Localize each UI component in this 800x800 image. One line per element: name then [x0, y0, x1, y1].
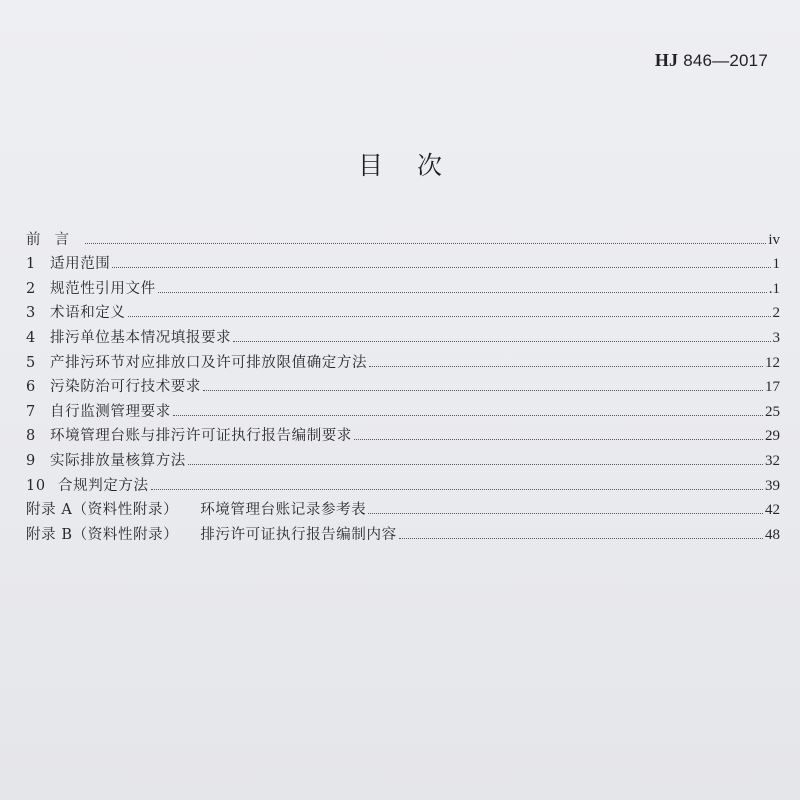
standard-code: 846—2017 [683, 51, 768, 70]
toc-entry-label [26, 424, 352, 445]
toc-entry-label [26, 400, 171, 421]
toc-entry-title: 环境管理台账与排污许可证执行报告编制要求 [50, 428, 352, 445]
toc-entry-number: 9 [26, 452, 36, 469]
toc-page-number: 42 [765, 502, 780, 519]
toc-entry-4[interactable] [26, 322, 780, 347]
toc-entry-title: 实际排放量核算方法 [50, 452, 186, 469]
toc-entry-label [26, 277, 156, 298]
toc-entry-label [26, 228, 83, 249]
toc-page-number: 25 [765, 403, 780, 420]
toc-entry-label [26, 449, 186, 470]
toc-entry-10[interactable] [26, 470, 780, 495]
toc-page-number: 3 [772, 329, 780, 346]
toc-page-number: 2 [772, 305, 780, 322]
toc-entry-number: 8 [26, 428, 36, 445]
toc-entry-title: 适用范围 [50, 256, 111, 273]
dot-leader [354, 439, 763, 440]
toc-page-number: 32 [765, 452, 780, 469]
toc-entry-1[interactable] [26, 249, 780, 274]
toc-entry-8[interactable] [26, 421, 780, 446]
toc-entry-title: 产排污环节对应排放口及许可排放限值确定方法 [50, 354, 368, 371]
toc-entry-title: 排污许可证执行报告编制内容 [200, 526, 397, 543]
toc-entry-9[interactable] [26, 445, 780, 470]
toc-entry-title: 自行监测管理要求 [50, 403, 171, 420]
toc-entry-label [26, 474, 149, 495]
toc-page-number: iv [768, 231, 780, 248]
dot-leader [158, 292, 767, 293]
toc-page-number: 12 [765, 354, 780, 371]
dot-leader [399, 538, 763, 539]
toc-entry-label [26, 498, 366, 519]
dot-leader [369, 366, 763, 367]
toc-entry-7[interactable] [26, 396, 780, 421]
toc-entry-appendix-a[interactable] [26, 495, 780, 520]
dot-leader [188, 464, 763, 465]
toc-entry-preface[interactable] [26, 224, 780, 249]
table-of-contents [26, 224, 780, 544]
dot-leader [112, 267, 770, 268]
toc-entry-label [26, 523, 397, 544]
dot-leader [173, 415, 763, 416]
dot-leader [203, 390, 763, 391]
toc-entry-title: 前言 [26, 231, 83, 248]
page-title: 目次 [357, 151, 476, 180]
toc-page-number: 29 [765, 428, 780, 445]
toc-entry-number: 3 [26, 305, 36, 322]
toc-entry-number: 1 [26, 256, 36, 273]
toc-entry-3[interactable] [26, 298, 780, 323]
dot-leader [368, 513, 763, 514]
toc-entry-appendix-b[interactable] [26, 519, 780, 544]
standard-number [655, 50, 768, 71]
toc-page-number: 17 [765, 379, 780, 396]
toc-page-number: 1 [772, 256, 780, 273]
toc-entry-title: 合规判定方法 [58, 477, 149, 494]
toc-entry-number: 10 [26, 477, 46, 494]
toc-entry-number: 6 [26, 379, 36, 396]
toc-entry-title: 污染防治可行技术要求 [50, 379, 201, 396]
toc-entry-number: 5 [26, 354, 36, 371]
dot-leader [128, 316, 771, 317]
toc-entry-label [26, 375, 201, 396]
toc-page-number: 48 [765, 526, 780, 543]
toc-entry-number: 4 [26, 329, 36, 346]
toc-entry-title: 环境管理台账记录参考表 [200, 502, 367, 519]
toc-entry-6[interactable] [26, 372, 780, 397]
dot-leader [233, 341, 770, 342]
dot-leader [151, 489, 763, 490]
toc-entry-number: 附录 A（资料性附录） [26, 502, 179, 519]
toc-entry-label [26, 252, 110, 273]
toc-entry-title: 术语和定义 [50, 305, 126, 322]
toc-entry-title: 排污单位基本情况填报要求 [50, 329, 232, 346]
toc-entry-label [26, 301, 126, 322]
dot-leader [85, 243, 766, 244]
toc-entry-label [26, 326, 231, 347]
standard-prefix: HJ [654, 50, 679, 70]
toc-page-number: .1 [768, 280, 780, 297]
toc-entry-number: 2 [26, 280, 36, 297]
toc-entry-label [26, 351, 367, 372]
toc-entry-title: 规范性引用文件 [50, 280, 156, 297]
toc-entry-2[interactable] [26, 273, 780, 298]
toc-entry-number: 附录 B（资料性附录） [26, 526, 179, 543]
toc-entry-number: 7 [26, 403, 36, 420]
toc-page-number: 39 [765, 477, 780, 494]
toc-entry-5[interactable] [26, 347, 780, 372]
